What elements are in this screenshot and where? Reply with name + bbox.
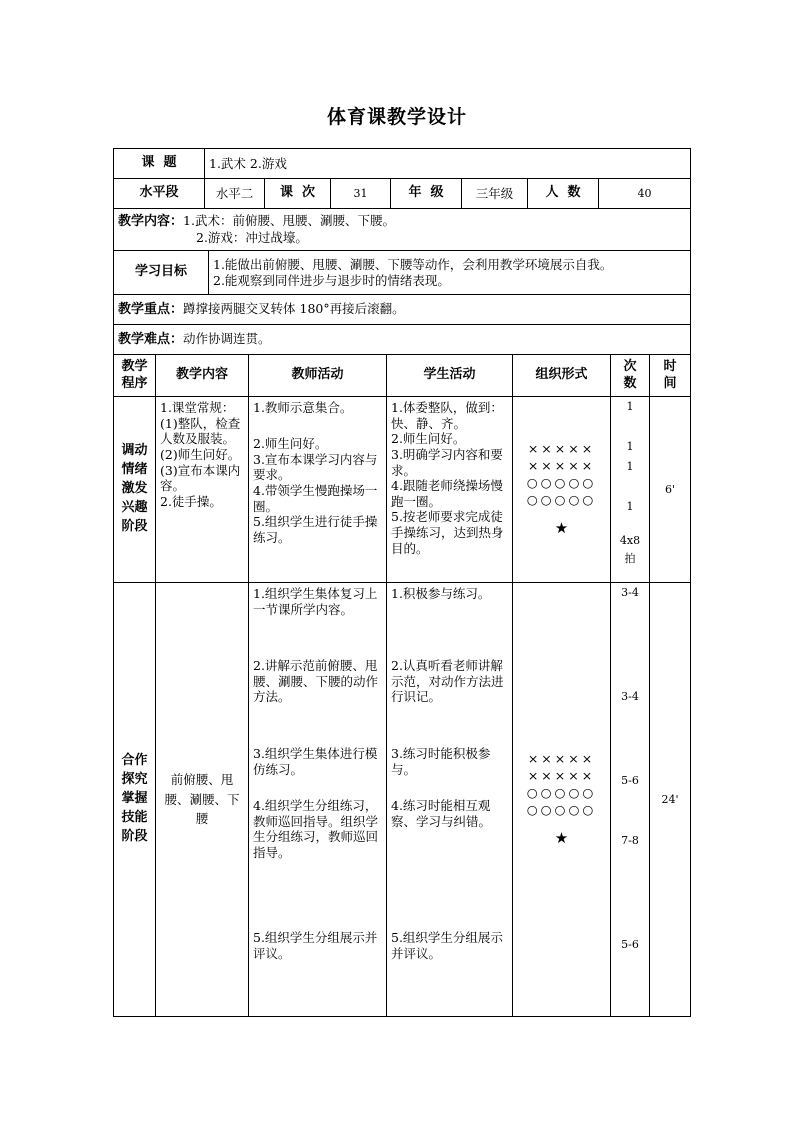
stage2-student-step: 5.组织学生分组展示并评议。 bbox=[391, 930, 503, 961]
header-content: 教学内容 bbox=[156, 355, 249, 397]
lesson-plan-sheet bbox=[113, 148, 690, 1017]
topic-value: 1.武术 2.游戏 bbox=[205, 149, 691, 179]
formation-row: ○○○○○ bbox=[526, 802, 597, 817]
formation-row: ○○○○○ bbox=[526, 475, 597, 491]
stage2-student-step: 3.练习时能积极参与。 bbox=[391, 746, 491, 777]
difficulty-value: 动作协调连贯。 bbox=[183, 330, 271, 346]
stage1-teacher-step: 3.宣布本课学习内容与要求。 bbox=[253, 451, 378, 483]
topic-label: 课 题 bbox=[114, 149, 205, 179]
key-label: 教学重点： bbox=[118, 301, 184, 317]
stage2-student bbox=[387, 583, 513, 1017]
count-value: 1 bbox=[626, 400, 634, 413]
goal-line1: 1.能做出前俯腰、甩腰、涮腰、下腰等动作，会利用教学环境展示自我。 bbox=[213, 256, 613, 272]
header-teacher: 教师活动 bbox=[249, 355, 387, 397]
stage2-teacher-step: 5.组织学生分组展示并评议。 bbox=[253, 930, 378, 961]
lesson-value: 31 bbox=[331, 179, 391, 209]
level-value: 水平二 bbox=[205, 179, 265, 209]
stage2-counts bbox=[611, 583, 650, 1017]
goal-cell bbox=[209, 251, 691, 295]
header-time: 时 间 bbox=[650, 355, 691, 397]
goal-label: 学习目标 bbox=[114, 251, 209, 295]
level-label: 水平段 bbox=[114, 179, 205, 209]
grade-label: 年 级 bbox=[391, 179, 462, 209]
count-value: 1 bbox=[626, 460, 634, 473]
count-value: 5-6 bbox=[621, 774, 639, 787]
stage2-teacher-step: 4.组织学生分组练习，教师巡回指导。组织学生分组练习，教师巡回指导。 bbox=[253, 798, 379, 860]
stage1-content: 1.课堂常规： (1)整队，检查人数及服装。 (2)师生问好。 (3)宣布本课内容。 2.徒手操。 bbox=[156, 397, 249, 583]
teacher-star-icon: ★ bbox=[554, 518, 569, 537]
key-value: 蹲撑接两腿交叉转体 180°再接后滚翻。 bbox=[183, 300, 405, 316]
count-value: 3-4 bbox=[621, 690, 639, 703]
key-row bbox=[114, 295, 691, 325]
header-org: 组织形式 bbox=[513, 355, 611, 397]
stage1-counts bbox=[611, 397, 650, 583]
page-title: 体育课教学设计 bbox=[326, 106, 467, 128]
formation-row: ○○○○○ bbox=[526, 492, 597, 507]
stage2-student-step: 1.积极参与练习。 bbox=[391, 586, 491, 601]
grade-value: 三年级 bbox=[462, 179, 528, 209]
difficulty-label: 教学难点： bbox=[118, 331, 184, 347]
formation-row: ××××× bbox=[527, 768, 596, 784]
stage1-teacher-step: 4.带领学生慢跑操场一圈。 bbox=[253, 482, 378, 514]
stage2-content: 前俯腰、甩腰、涮腰、下腰 bbox=[156, 583, 249, 1017]
formation-row: ××××× bbox=[527, 441, 596, 457]
stage2-teacher-step: 1.组织学生集体复习上一节课所学内容。 bbox=[253, 586, 378, 617]
stage2-teacher-step: 3.组织学生集体进行模仿练习。 bbox=[253, 746, 378, 777]
count-value: 1 bbox=[626, 440, 634, 453]
teacher-star-icon: ★ bbox=[554, 828, 569, 847]
stage1-student-step: 2.师生问好。 bbox=[391, 431, 466, 447]
stage2-student-step: 4.练习时能相互观察、学习与纠错。 bbox=[391, 798, 492, 829]
stage1-student-step: 4.跟随老师绕操场慢跑一圈。 bbox=[391, 478, 503, 509]
people-value: 40 bbox=[599, 179, 691, 209]
content-label: 教学内容： bbox=[118, 214, 184, 230]
header-count: 次 数 bbox=[611, 355, 650, 397]
stage2-teacher-step: 2.讲解示范前俯腰、甩腰、涮腰、下腰的动作方法。 bbox=[253, 658, 379, 705]
stage1-teacher-step: 1.教师示意集合。 bbox=[253, 400, 353, 415]
stage1-teacher bbox=[249, 397, 387, 583]
count-value: 5-6 bbox=[621, 938, 639, 951]
stage1-teacher-step: 2.师生问好。 bbox=[253, 436, 328, 451]
content-line2: 2.游戏：冲过战壕。 bbox=[196, 230, 308, 246]
difficulty-row bbox=[114, 325, 691, 355]
formation-row: ○○○○○ bbox=[526, 785, 597, 801]
formation-row: ××××× bbox=[527, 458, 596, 474]
stage2-formation bbox=[513, 583, 611, 1017]
procedure-table bbox=[113, 354, 691, 1017]
stage2-time: 24' bbox=[650, 583, 691, 1017]
count-value: 7-8 bbox=[621, 834, 639, 847]
header-program: 教学 程序 bbox=[114, 355, 156, 397]
stage1-student-step: 3.明确学习内容和要求。 bbox=[391, 446, 503, 478]
stage2-name: 合作 探究 掌握 技能 阶段 bbox=[114, 583, 156, 1017]
lesson-label: 课 次 bbox=[265, 179, 331, 209]
goal-line2: 2.能观察到同伴进步与退步时的情绪表现。 bbox=[213, 272, 450, 288]
content-row bbox=[114, 209, 691, 251]
info-table bbox=[113, 148, 691, 251]
count-value: 1 bbox=[626, 500, 634, 513]
people-label: 人 数 bbox=[528, 179, 599, 209]
goal-table bbox=[113, 250, 691, 355]
stage1-formation bbox=[513, 397, 611, 583]
stage1-student-step: 1.体委整队，做到：快、静、齐。 bbox=[391, 400, 503, 431]
stage1-student-step: 5.按老师要求完成徒手操练习，达到热身目的。 bbox=[391, 509, 504, 556]
header-student: 学生活动 bbox=[387, 355, 513, 397]
stage1-name: 调动 情绪 激发 兴趣 阶段 bbox=[114, 397, 156, 583]
stage1-time: 6' bbox=[650, 397, 691, 583]
count-value: 3-4 bbox=[621, 586, 639, 599]
content-line1: 1.武术：前俯腰、甩腰、涮腰、下腰。 bbox=[183, 213, 395, 229]
stage2-student-step: 2.认真听看老师讲解示范，对动作方法进行识记。 bbox=[391, 658, 504, 705]
stage1-student bbox=[387, 397, 513, 583]
stage2-teacher bbox=[249, 583, 387, 1017]
stage1-teacher-step: 5.组织学生进行徒手操练习。 bbox=[253, 514, 378, 545]
formation-row: ××××× bbox=[527, 751, 596, 767]
count-value: 4x8 拍 bbox=[619, 534, 641, 565]
